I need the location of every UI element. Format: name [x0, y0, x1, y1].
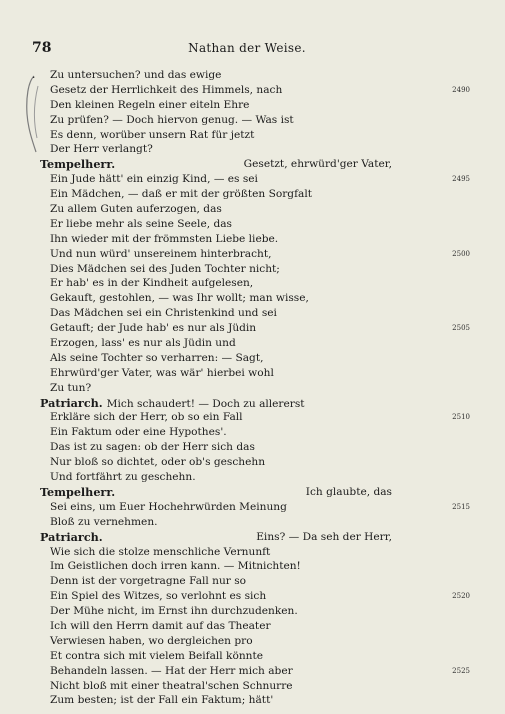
verse-line — [40, 679, 470, 694]
verse-line — [40, 351, 470, 366]
verse-text-line: Im Geistlichen doch irren kann. — Mitnichten! — [50, 560, 301, 573]
verse-text-line: Nicht bloß mit einer theatral'schen Schnurre — [50, 679, 293, 692]
verse-text-line: Und fortfährt zu geschehn. — [50, 471, 196, 484]
verse-line — [40, 366, 470, 381]
margin-dot: . — [32, 69, 36, 81]
verse-text-line: Ein Mädchen, — daß er mit der größten Sorgfalt — [50, 188, 312, 201]
speaker-name: Patriarch. — [40, 529, 103, 544]
verse-text-line: Ihn wieder mit der frömmsten Liebe liebe. — [50, 232, 279, 245]
verse-line — [40, 262, 470, 277]
verse-text-line: Ein Spiel des Witzes, so verlohnt es sich — [50, 590, 267, 603]
verse-line — [40, 470, 470, 485]
verse-line — [40, 500, 470, 515]
verse-line — [40, 306, 470, 321]
verse-text-line: Wie sich die stolze menschliche Vernunft — [50, 545, 271, 558]
verse-text-line: Et contra sich mit vielem Beifall könnte — [50, 649, 264, 662]
verse-text-line: Das Mädchen sei ein Christenkind und sei — [50, 307, 277, 320]
line-number: 2495 — [452, 175, 470, 184]
verse-text-line: Behandeln lassen. — Hat der Herr mich aber — [50, 664, 293, 677]
speaker-name: Tempelherr. — [40, 157, 116, 172]
verse-text-line: Und nun würd' unsereinem hinterbracht, — [50, 247, 272, 260]
verse-line — [40, 187, 470, 202]
verse-text-line: Es denn, worüber unsern Rat für jetzt — [50, 128, 255, 141]
verse-line — [40, 455, 470, 470]
verse-line — [40, 589, 470, 604]
verse-text-line: Ein Jude hätt' ein einzig Kind, — es sei — [50, 173, 258, 186]
page-header — [32, 40, 462, 58]
speaker-name: Tempelherr. — [40, 484, 116, 499]
verse-line — [40, 485, 470, 500]
speech-text: Eins? — Da seh der Herr, — [256, 530, 392, 543]
verse-line — [40, 559, 470, 574]
line-number: 2500 — [452, 249, 470, 258]
verse-text-line: Gekauft, gestohlen, — was Ihr wollt; man wisse, — [50, 292, 309, 305]
verse-line — [40, 276, 470, 291]
speech-text: Gesetzt, ehrwürd'ger Vater, — [243, 158, 392, 171]
speaker-name: Patriarch. — [40, 395, 103, 410]
verse-text-line: Erkläre sich der Herr, ob so ein Fall — [50, 411, 243, 424]
verse-line — [40, 693, 470, 708]
verse-text-line: Den kleinen Regeln einer eiteln Ehre — [50, 98, 250, 111]
verse-line — [40, 634, 470, 649]
verse-text-line: Bloß zu vernehmen. — [50, 515, 158, 528]
verse-line — [40, 202, 470, 217]
verse-line — [40, 619, 470, 634]
verse-line — [40, 574, 470, 589]
verse-text-line: Zu untersuchen? und das ewige — [50, 69, 222, 81]
verse-text-line: Der Mühe nicht, im Ernst ihn durchzudenken. — [50, 605, 298, 618]
verse-line — [40, 142, 470, 157]
verse-text-line: Zu tun? — [50, 381, 92, 394]
speech-text: Ich glaubte, das — [305, 485, 392, 498]
verse-line — [40, 530, 470, 545]
verse-text-line: Sei eins, um Euer Hochehrwürden Meinung — [50, 500, 287, 513]
line-number: 2490 — [452, 85, 470, 94]
verse-line — [40, 410, 470, 425]
verse-line — [40, 113, 470, 128]
verse-text-line: Getauft; der Jude hab' es nur als Jüdin — [50, 322, 257, 335]
verse-line — [40, 381, 470, 396]
verse-line — [32, 68, 470, 83]
line-number: 2505 — [452, 324, 470, 333]
verse-line — [40, 545, 470, 560]
verse-line — [40, 425, 470, 440]
verse-line — [40, 336, 470, 351]
verse-text-line: Ein Faktum oder eine Hypothes'. — [50, 426, 227, 439]
verse-line — [40, 98, 470, 113]
verse-text-line: Denn ist der vorgetragne Fall nur so — [50, 575, 247, 588]
verse-text-line: Zu allem Guten auferzogen, das — [50, 203, 222, 216]
verse-text-line: Dies Mädchen sei des Juden Tochter nicht; — [50, 262, 280, 275]
verse-line — [40, 515, 470, 530]
speech-text: Mich schaudert! — Doch zu allererst — [106, 397, 305, 410]
verse-line — [40, 321, 470, 336]
verse-line — [40, 247, 470, 262]
verse-text-line: Erzogen, lass' es nur als Jüdin und — [50, 337, 236, 350]
verse-text-line: Als seine Tochter so verharren: — Sagt, — [50, 351, 264, 364]
verse-text-line: Nur bloß so dichtet, oder ob's geschehn — [50, 456, 266, 469]
verse-line — [40, 440, 470, 455]
verse-text — [32, 68, 470, 708]
verse-text-line: Er liebe mehr als seine Seele, das — [50, 217, 232, 230]
verse-text-line: Ehrwürd'ger Vater, was wär' hierbei wohl — [50, 366, 274, 379]
line-number: 2515 — [452, 502, 470, 511]
verse-line — [40, 291, 470, 306]
verse-text-line: Zu prüfen? — Doch hiervon genug. — Was ist — [50, 113, 294, 126]
verse-text-line: Er hab' es in der Kindheit aufgelesen, — [50, 277, 254, 290]
verse-line — [40, 649, 470, 664]
verse-line — [40, 604, 470, 619]
verse-line — [40, 217, 470, 232]
verse-line — [40, 128, 470, 143]
verse-line — [40, 83, 470, 98]
line-number: 2525 — [452, 666, 470, 675]
running-title: Nathan der Weise. — [188, 41, 306, 55]
verse-line — [40, 157, 470, 172]
verse-text-line: Ich will den Herrn damit auf das Theater — [50, 619, 271, 632]
verse-text-line: Der Herr verlangt? — [50, 143, 153, 156]
verse-line — [40, 172, 470, 187]
page-number: 78 — [32, 40, 52, 56]
verse-line — [40, 664, 470, 679]
verse-line — [40, 396, 470, 411]
verse-line — [40, 232, 470, 247]
verse-text-line: Das ist zu sagen: ob der Herr sich das — [50, 441, 255, 454]
pencil-margin-mark — [14, 68, 42, 158]
line-number: 2520 — [452, 592, 470, 601]
verse-text-line: Gesetz der Herrlichkeit des Himmels, nach — [50, 83, 283, 96]
verse-text-line: Zum besten; ist der Fall ein Faktum; hätt' — [50, 694, 274, 707]
verse-text-line: Verwiesen haben, wo dergleichen pro — [50, 634, 253, 647]
line-number: 2510 — [452, 413, 470, 422]
